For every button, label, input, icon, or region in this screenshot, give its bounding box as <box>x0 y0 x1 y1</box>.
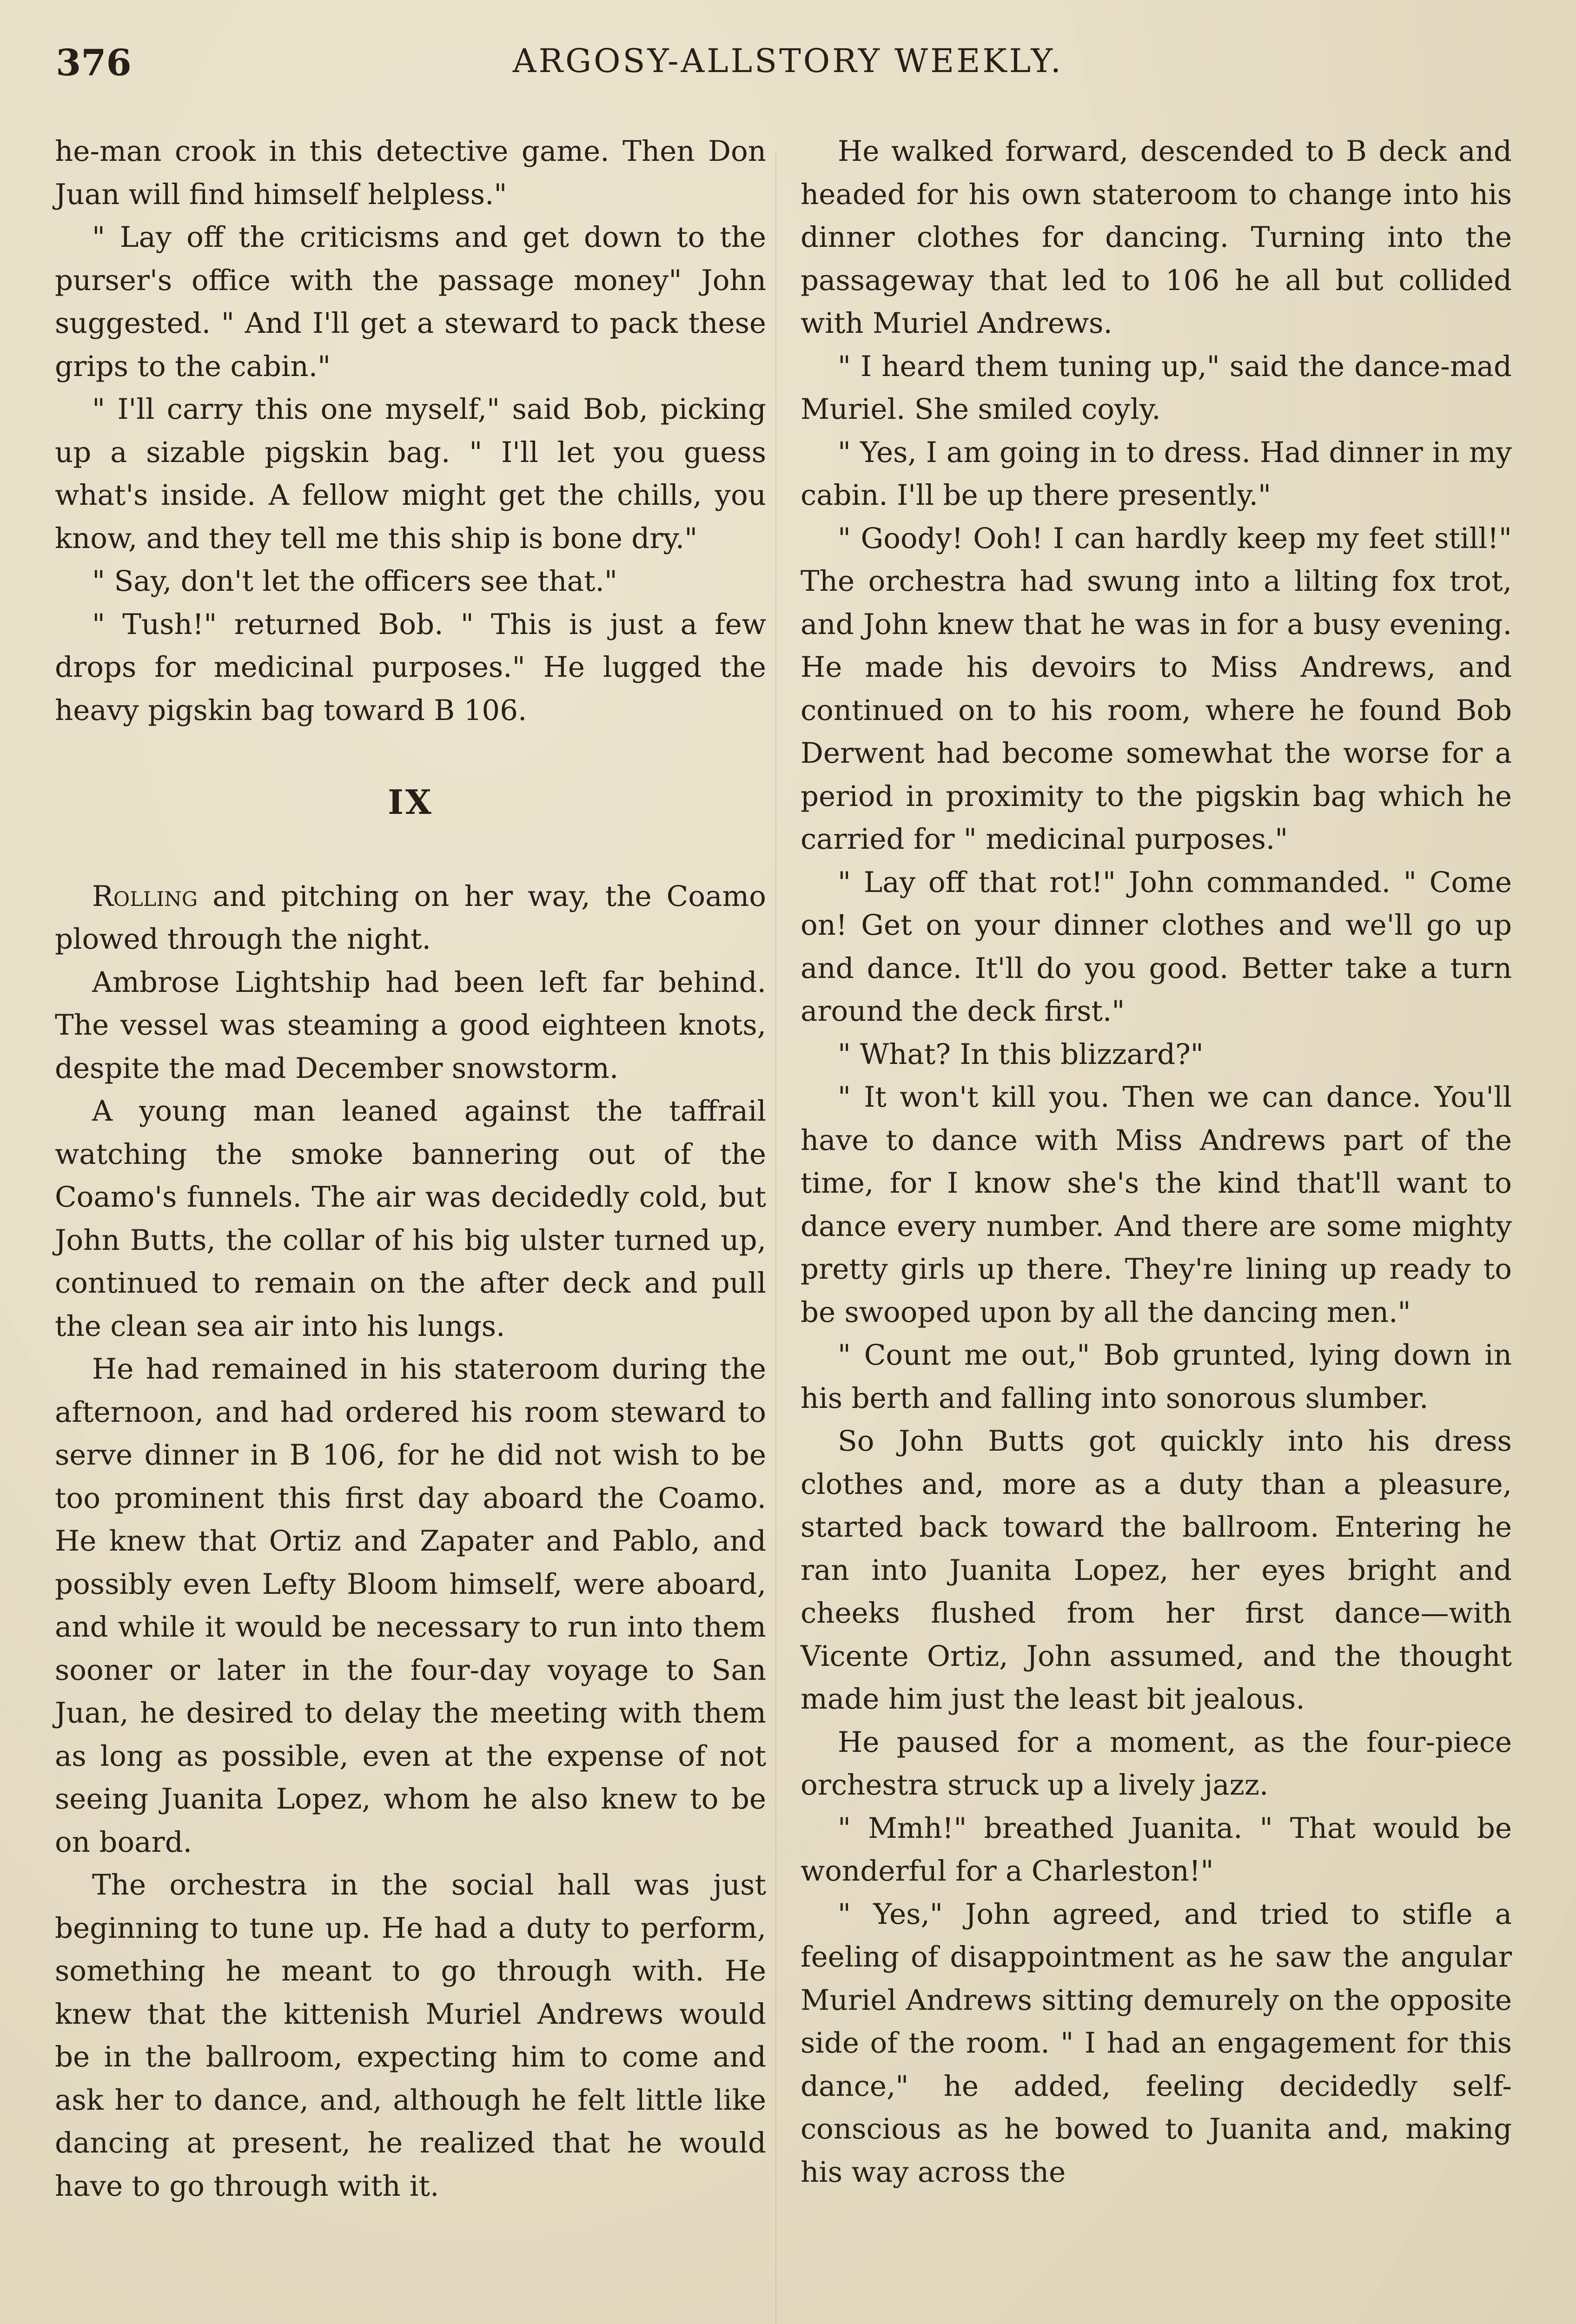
page-header <box>56 42 1520 93</box>
paragraph: " Goody! Ooh! I can hardly keep my feet still!" The orchestra had swung into a lilting fox trot, and John knew that he was in for a busy evening. He made his devoirs to Miss Andrews, and continued on to his room, where he found Bob Derwent had become somewhat the worse for a period in proximity to the pigskin bag which he carried for " medicinal purposes." <box>801 522 1512 856</box>
paragraph: A young man leaned against the taffrail watching the smoke bannering out of the Coamo's funnels. The air was decidedly cold, but John Butts, the collar of his big ulster turned up, continued to remain on the after deck and pull the clean sea air into his lungs. <box>55 1095 766 1343</box>
page-number: 376 <box>56 42 132 84</box>
paragraph: He paused for a moment, as the four-piece orchestra struck up a lively jazz. <box>801 1725 1512 1802</box>
paragraph: Ambrose Lightship had been left far behind. The vessel was steaming a good eighteen knots, despite the mad December snowstorm. <box>55 965 766 1085</box>
opening-word: Rolling <box>92 879 198 913</box>
paragraph: " Yes," John agreed, and tried to stifle a feeling of disappointment as he saw the angular Muriel Andrews sitting demurely on the opposite side of the room. " I had an engagement for this dance," he added, feeling decidedly self-conscious as he bowed to Juanita and, making his way across the <box>801 1897 1512 2189</box>
paragraph: " It won't kill you. Then we can dance. You'll have to dance with Miss Andrews part of the time, for I know she's the kind that'll want to dance every number. And there are some mighty pretty girls up there. They're lining up ready to be swooped upon by all the dancing men." <box>801 1081 1512 1329</box>
paragraph: " Count me out," Bob grunted, lying down in his berth and falling into sonorous slumber. <box>801 1339 1512 1415</box>
paragraph: " I'll carry this one myself," said Bob, picking up a sizable pigskin bag. " I'll let you guess what's inside. A fellow might get the chills, you know, and they tell me this ship is bone dry." <box>55 393 766 555</box>
paragraph: he-man crook in this detective game. Then Don Juan will find himself helpless." <box>55 135 766 211</box>
paragraph: So John Butts got quickly into his dress clothes and, more as a duty than a pleasure, started back toward the ballroom. Entering he ran into Juanita Lopez, her eyes bright and cheeks flushed from her first dance—with Vicente Ortiz, John assumed, and the thought made him just the least bit jealous. <box>801 1425 1512 1716</box>
paragraph: " I heard them tuning up," said the dance-mad Muriel. She smiled coyly. <box>801 350 1512 426</box>
paragraph: " Yes, I am going in to dress. Had dinner in my cabin. I'll be up there presently." <box>801 436 1512 512</box>
paragraph: He walked forward, descended to B deck and headed for his own stateroom to change into his dinner clothes for dancing. Turning into the passageway that led to 106 he all but collided with Muriel Andrews. <box>801 135 1512 340</box>
paragraph: " Mmh!" breathed Juanita. " That would be wonderful for a Charleston!" <box>801 1811 1512 1888</box>
paragraph: " Say, don't let the officers see that." <box>92 565 617 598</box>
paragraph: " What? In this blizzard?" <box>838 1037 1204 1071</box>
right-column <box>801 130 1512 2194</box>
paragraph: " Lay off the criticisms and get down to the purser's office with the passage money" John suggested. " And I'll get a steward to pack these grips to the cabin." <box>55 221 766 383</box>
column-divider <box>775 153 776 2324</box>
paragraph: " Lay off that rot!" John commanded. " Come on! Get on your dinner clothes and we'll go up and dance. It'll do you good. Better take a turn around the deck first." <box>801 865 1512 1028</box>
paragraph <box>55 875 766 961</box>
running-title: ARGOSY-ALLSTORY WEEKLY. <box>512 42 1064 80</box>
chapter-heading: IX <box>388 782 433 822</box>
paragraph: The orchestra in the social hall was just beginning to tune up. He had a duty to perform, something he meant to go through with. He knew that the kittenish Muriel Andrews would be in the ballroom, expecting him to come and ask her to dance, and, although he felt little like dancing at present, he realized that he would have to go through with it. <box>55 1868 766 2203</box>
paragraph-text: and pitching on her way, the Coamo plowed through the night. <box>55 879 766 956</box>
left-column <box>55 130 766 2208</box>
paragraph: He had remained in his stateroom during the afternoon, and had ordered his room steward to serve dinner in B 106, for he did not wish to be too prominent this first day aboard the Coamo. He knew that Ortiz and Zapater and Pablo, and possibly even Lefty Bloom himself, were aboard, and while it would be necessary to run into them sooner or later in the four-day voyage to San Juan, he desired to delay the meeting with them as long as possible, even at the expense of not seeing Juanita Lopez, whom he also knew to be on board. <box>55 1353 766 1859</box>
paragraph: " Tush!" returned Bob. " This is just a few drops for medicinal purposes." He lugged the heavy pigskin bag toward B 106. <box>55 607 766 727</box>
